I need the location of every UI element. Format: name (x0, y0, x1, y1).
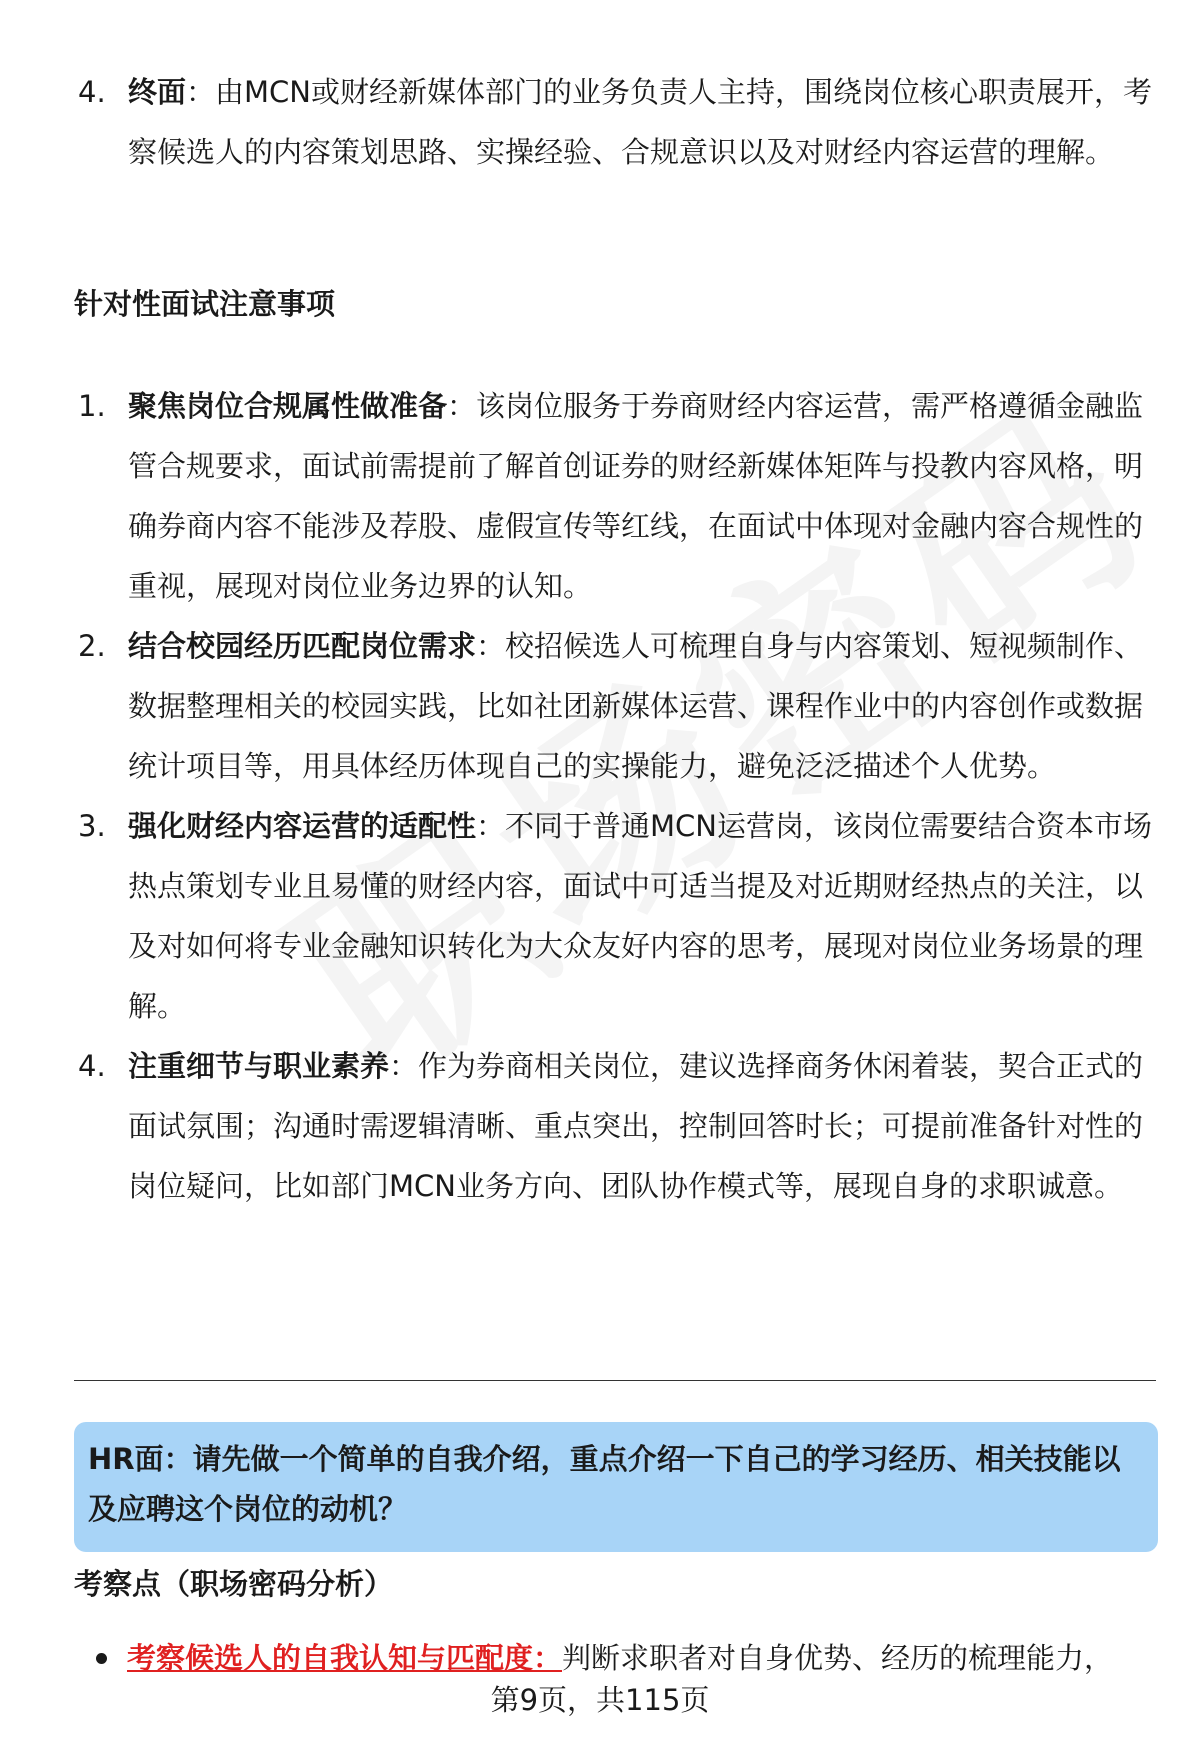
bullet-lead: 考察候选人的自我认知与匹配度： (127, 1641, 563, 1675)
divider (74, 1380, 1156, 1381)
item-lead: 聚焦岗位合规属性做准备 (128, 389, 448, 423)
item-number: 4. (78, 1049, 106, 1083)
item-text: 不同于普通MCN运营岗，该岗位需要结合资本市场热点策划专业且易懂的财经内容，面试中可适当提及对近期财经热点的关注，以及对如何将专业金融知识转化为大众友好内容的思考，展现对岗位业务场景的理解。 (128, 809, 1152, 1023)
item-number: 4. (78, 75, 106, 109)
list-item (78, 796, 1168, 1036)
item-lead: 强化财经内容运营的适配性 (128, 809, 477, 843)
bullet-dot-icon (96, 1653, 107, 1664)
item-sep: ： (447, 389, 477, 423)
item-text: 由MCN或财经新媒体部门的业务负责人主持，围绕岗位核心职责展开，考察候选人的内容策划思路、实操经验、合规意识以及对财经内容运营的理解。 (128, 75, 1152, 169)
item-text: 校招候选人可梳理自身与内容策划、短视频制作、数据整理相关的校园实践，比如社团新媒体运营、课程作业中的内容创作或数据统计项目等，用具体经历体现自己的实操能力，避免泛泛描述个人优势。 (128, 629, 1144, 783)
item-number: 1. (78, 389, 106, 423)
item-text: 该岗位服务于券商财经内容运营，需严格遵循金融监管合规要求，面试前需提前了解首创证券的财经新媒体矩阵与投教内容风格，明确券商内容不能涉及荐股、虚假宣传等红线，在面试中体现对金融内容合规性的重视，展现对岗位业务边界的认知。 (128, 389, 1144, 603)
item-lead: 终面 (128, 75, 187, 109)
item-sep: ： (186, 75, 216, 109)
analysis-title: 考察点（职场密码分析） (74, 1567, 394, 1601)
item-sep: ： (476, 809, 506, 843)
item-sep: ： (389, 1049, 419, 1083)
list-item (78, 616, 1168, 796)
list-item (78, 376, 1168, 616)
item-lead: 结合校园经历匹配岗位需求 (128, 629, 477, 663)
item-number: 2. (78, 629, 106, 663)
item-number: 3. (78, 809, 106, 843)
list-item (78, 1036, 1168, 1216)
interview-stage-item (78, 62, 1158, 182)
section-title: 针对性面试注意事项 (74, 287, 336, 321)
item-text: 作为券商相关岗位，建议选择商务休闲着装，契合正式的面试氛围；沟通时需逻辑清晰、重点突出，控制回答时长；可提前准备针对性的岗位疑问，比如部门MCN业务方向、团队协作模式等，展现自身的求职诚意。 (128, 1049, 1144, 1203)
item-lead: 注重细节与职业素养 (128, 1049, 390, 1083)
bullet-text: 判断求职者对自身优势、经历的梳理能力， (562, 1641, 1114, 1675)
analysis-bullet (96, 1636, 1176, 1680)
page-footer: 第9页，共115页 (490, 1683, 710, 1717)
item-sep: ： (476, 629, 506, 663)
hr-question-box: HR面：请先做一个简单的自我介绍，重点介绍一下自己的学习经历、相关技能以及应聘这个岗位的动机？ (74, 1422, 1158, 1552)
notes-list (78, 376, 1168, 1216)
